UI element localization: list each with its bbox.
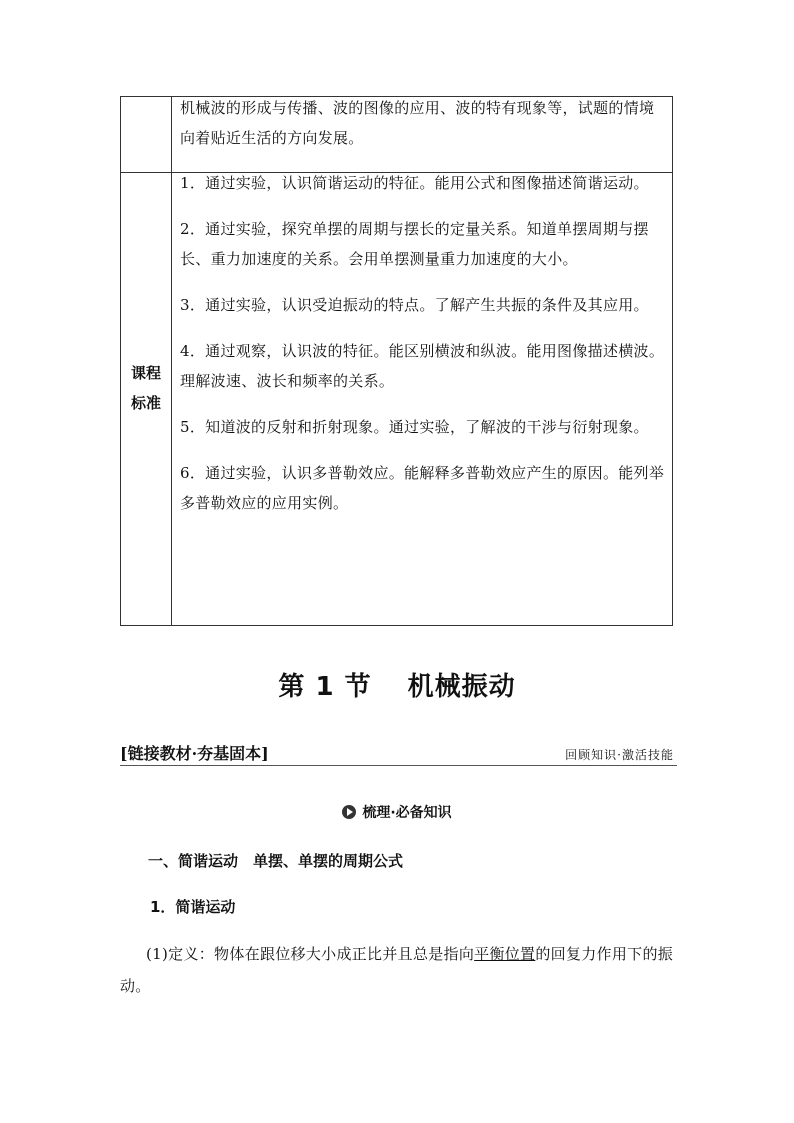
standard-item: 2．通过实验，探究单摆的周期与摆长的定量关系。知道单摆周期与摆长、重力加速度的关系。会用单摆测量重力加速度的大小。 (180, 220, 649, 268)
section-title (0, 666, 794, 703)
paragraph-before: (1)定义：物体在跟位移大小成正比并且总是指向 (146, 945, 475, 963)
section-name: 机械振动 (407, 672, 516, 702)
heading-1: 一、简谐运动 单摆、单摆的周期公式 (148, 852, 404, 870)
section-number: 第 1 节 (278, 672, 372, 702)
standard-item: 4．通过观察，认识波的特征。能区别横波和纵波。能用图像描述横波。理解波速、波长和频率的关系。 (180, 342, 665, 390)
bar-left-label: [链接教材·夯基固本] (120, 744, 269, 763)
standards-list (180, 168, 665, 534)
subheading (0, 802, 794, 822)
bar-right-label: 回顾知识·激活技能 (565, 748, 674, 762)
subheading-text: 梳理·必备知识 (362, 805, 452, 821)
heading-2: 1．简谐运动 (150, 898, 236, 916)
definition-paragraph (120, 938, 680, 1002)
paragraph-after: 的回复力作用下的振动。 (120, 945, 674, 995)
standard-item: 3．通过实验，认识受迫振动的特点。了解产生共振的条件及其应用。 (180, 296, 649, 314)
standard-item: 1．通过实验，认识简谐运动的特征。能用公式和图像描述简谐运动。 (180, 174, 649, 192)
standard-item: 5．知道波的反射和折射现象。通过实验，了解波的干涉与衍射现象。 (180, 418, 649, 436)
curriculum-standard-label-text: 课程 标准 (130, 364, 161, 412)
play-icon (342, 805, 356, 819)
curriculum-standard-label (120, 358, 172, 418)
table-top-row-text: 机械波的形成与传播、波的图像的应用、波的特有现象等，试题的情境向着贴近生活的方向发展。 (180, 99, 655, 147)
standard-item: 6．通过实验，认识多普勒效应。能解释多普勒效应产生的原因。能列举多普勒效应的应用实例。 (180, 464, 665, 512)
underlined-term: 平衡位置 (474, 945, 536, 963)
bar-divider (120, 765, 677, 766)
